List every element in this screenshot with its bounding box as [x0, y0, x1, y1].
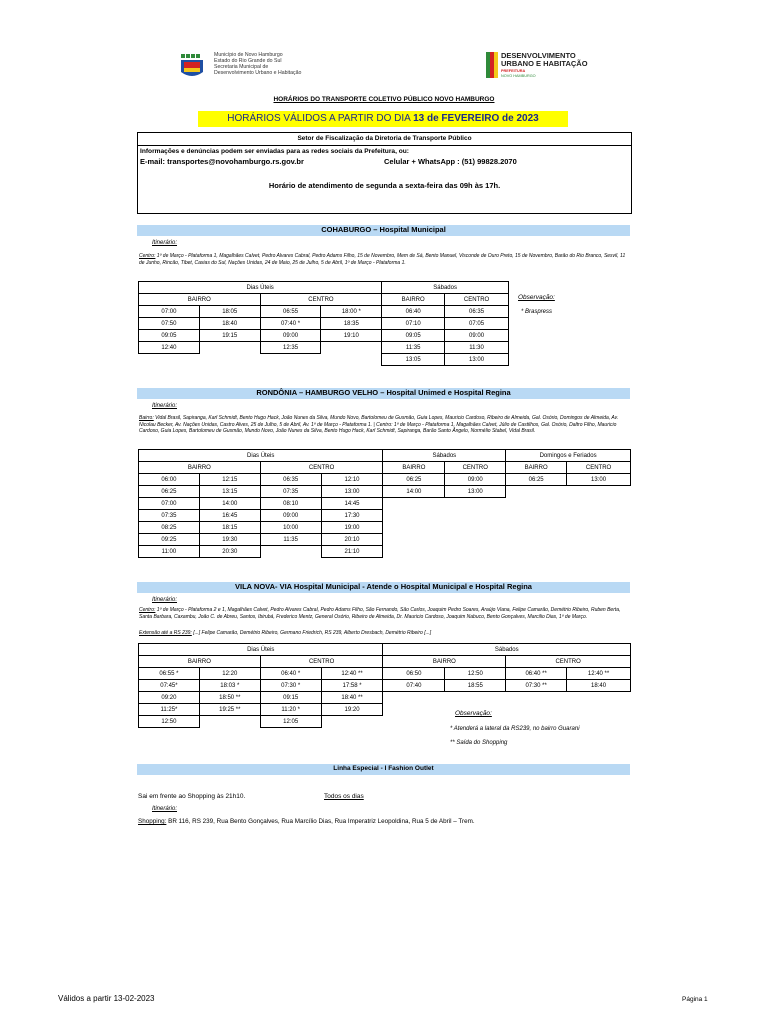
time-cell: 12:35: [260, 342, 321, 354]
banner-prefix: HORÁRIOS VÁLIDOS A PARTIR DO DIA: [227, 113, 414, 124]
time-cell: 07:35: [260, 486, 321, 498]
table-row: [139, 680, 631, 692]
header-centro: CENTRO: [260, 656, 383, 668]
time-cell: 18:40 **: [321, 692, 383, 704]
logo-stripes-icon: [486, 52, 498, 78]
time-cell: 18:50 **: [199, 692, 260, 704]
header-dias-uteis: Dias Úteis: [139, 450, 383, 462]
time-cell: 18:00 *: [321, 306, 382, 318]
time-cell: 11:25*: [139, 704, 200, 716]
header-centro: CENTRO: [445, 462, 506, 474]
empty-cell: [139, 354, 200, 366]
itinerary-label: Itinerário:: [152, 806, 178, 812]
header-sabados: Sábados: [383, 644, 631, 656]
logo-title-line: URBANO E HABITAÇÃO: [501, 59, 588, 68]
schedule-table-vila-nova: [138, 643, 631, 728]
itinerary-body: Vidal Brasil, Sapiranga, Karl Schmidt, Bento Hugo Hack, João Nunes da Silva, Mundo Novo, Bartolomeu de Gusmão, Guia Lopes, Mauricio Cardoso, Ribeiro de Almeida, Gal. Osório, Domingos de Almeida, Av. Nicolau Becker, Av. Nações Unidas, Castro Alves, 25 de Julho, 5 de Abril, Av. 1º de Março - Plataforma 1. | Centro: 1º de Março - Plataforma 1, Magalhães Calvet, Júlio de Castilhos, Gal. Osório, Daltro Filho, Mauricio Cardoso, Guia Lopes, Bartolomeu de Gusmão, Mundo Novo, João Nunes da Silva, Bento Hugo Hack, Karl Schmidt, Sapiranga, Barão Santo Ângelo, Normélio Stabel, Vidal Brasil.: [139, 415, 619, 434]
observation-label: Observação:: [518, 294, 555, 301]
empty-cell: [567, 522, 631, 534]
empty-cell: [567, 498, 631, 510]
logo-small-line: PREFEITURA: [501, 69, 526, 73]
time-cell: 11:35: [260, 534, 321, 546]
time-cell: 07:10: [382, 318, 445, 330]
time-cell: 06:55 *: [139, 668, 200, 680]
time-cell: 12:40: [139, 342, 200, 354]
itinerary-text: [139, 607, 630, 620]
table-row: [139, 330, 509, 342]
header-bairro: BAIRRO: [139, 656, 261, 668]
empty-cell: [567, 692, 631, 704]
logo-text-line: Desenvolvimento Urbano e Habitação: [214, 70, 302, 76]
table-row: [139, 668, 631, 680]
time-cell: 06:40 *: [260, 668, 321, 680]
time-cell: 09:00: [445, 474, 506, 486]
time-cell: 11:30: [445, 342, 509, 354]
itinerary-text: [138, 818, 475, 825]
empty-cell: [445, 534, 506, 546]
logo-title-line: DESENVOLVIMENTO: [501, 51, 576, 60]
observation-label: Observação:: [455, 710, 492, 717]
itinerary-prefix: Centro:: [139, 253, 156, 259]
empty-cell: [445, 546, 506, 558]
time-cell: 07:00: [139, 498, 200, 510]
itinerary-body: 1º de Março - Plataforma 2 e 1, Magalhães Calvet, Pedro Alvares Cabral, Pedro Adams Filho, São Fernando, São Carlos, Joaquim Pedro Soares, Araújo Viana, Felipe Camarão, Demétrio Ribeiro, Ruben Berta, Santa Barbara, Caxambu, João C. de Abreu, Santos, Ibirubá, Frederico Mentz, General Osório, Ribeiro de Almeida, Dr. Mauricio Cardoso, Joaquim Nabuco, Bento Gonçalves, Marcilio Dias, 1º de Março.: [139, 607, 621, 620]
itinerary-label: Itinerário:: [152, 403, 178, 409]
time-cell: 19:20: [321, 704, 383, 716]
header-centro: CENTRO: [506, 656, 631, 668]
time-cell: 06:35: [260, 474, 321, 486]
time-cell: 13:00: [445, 486, 506, 498]
contact-info: Informações e denúncias podem ser enviadas para as redes sociais da Prefeitura, ou:: [140, 148, 409, 155]
header-centro: CENTRO: [445, 294, 509, 306]
empty-cell: [567, 486, 631, 498]
time-cell: 17:30: [321, 510, 383, 522]
empty-cell: [383, 704, 445, 716]
itinerary-prefix: Shopping:: [138, 818, 167, 825]
empty-cell: [506, 522, 567, 534]
time-cell: 19:25 **: [199, 704, 260, 716]
time-cell: 06:55: [260, 306, 321, 318]
empty-cell: [506, 704, 567, 716]
time-cell: 17:58 *: [321, 680, 383, 692]
time-cell: 12:50: [445, 668, 506, 680]
empty-cell: [260, 354, 321, 366]
header-centro: CENTRO: [567, 462, 631, 474]
time-cell: 11:20 *: [260, 704, 321, 716]
empty-cell: [506, 498, 567, 510]
time-cell: 07:35: [139, 510, 200, 522]
header-centro: CENTRO: [260, 294, 382, 306]
extension-prefix: Extensão até a RS 239:: [139, 630, 192, 636]
time-cell: 07:00: [139, 306, 200, 318]
extension-body: [...] Felipe Camarão, Demétrio Ribeiro, Germano Friedrich, RS 239, Alberto Dresbach, Demétrio Ribeiro [...]: [191, 630, 432, 636]
empty-cell: [445, 522, 506, 534]
logo-text-line: Secretaria Municipal de: [214, 64, 269, 70]
time-cell: 14:00: [383, 486, 445, 498]
time-cell: 18:40: [567, 680, 631, 692]
time-cell: 07:30 *: [260, 680, 321, 692]
days-text: Todos os dias: [324, 793, 364, 800]
time-cell: 20:10: [321, 534, 383, 546]
table-row: [139, 342, 509, 354]
time-cell: 19:15: [199, 330, 260, 342]
footer-validity: Válidos a partir 13-02-2023: [58, 994, 155, 1003]
empty-cell: [445, 692, 506, 704]
time-cell: 19:00: [321, 522, 383, 534]
document-title: HORÁRIOS DO TRANSPORTE COLETIVO PÚBLICO NOVO HAMBURGO: [273, 96, 495, 103]
observation-note: * Atenderá a lateral da RS239, no bairro Guarani: [450, 726, 580, 732]
time-cell: 12:10: [321, 474, 383, 486]
empty-cell: [199, 342, 260, 354]
empty-cell: [383, 716, 445, 728]
route-title-fashion-outlet: Linha Especial - I Fashion Outlet: [137, 764, 630, 775]
time-cell: 08:10: [260, 498, 321, 510]
time-cell: 07:30 **: [506, 680, 567, 692]
itinerary-prefix: Centro:: [139, 607, 156, 613]
route-title-cohaburgo: COHABURGO – Hospital Municipal: [137, 225, 630, 236]
empty-cell: [445, 510, 506, 522]
time-cell: 18:55: [445, 680, 506, 692]
right-logo: [486, 52, 606, 80]
time-cell: 07:45*: [139, 680, 200, 692]
table-row: [139, 510, 631, 522]
empty-cell: [383, 534, 445, 546]
time-cell: 07:05: [445, 318, 509, 330]
time-cell: 12:40 **: [567, 668, 631, 680]
header-bairro: BAIRRO: [383, 656, 506, 668]
itinerary-label: Itinerário:: [152, 597, 178, 603]
time-cell: 13:00: [445, 354, 509, 366]
observation-note: ** Saída do Shopping: [450, 740, 508, 746]
time-cell: 09:15: [260, 692, 321, 704]
time-cell: 06:00: [139, 474, 200, 486]
time-cell: 18:03 *: [199, 680, 260, 692]
time-cell: 06:25: [139, 486, 200, 498]
contact-box: [137, 132, 632, 214]
departure-text: Sai em frente ao Shopping às 21h10.: [138, 793, 246, 800]
table-row: [139, 522, 631, 534]
contact-header: Setor de Fiscalização da Diretoria de Transporte Público: [138, 133, 631, 146]
header-centro: CENTRO: [260, 462, 383, 474]
time-cell: 12:15: [199, 474, 260, 486]
itinerary-body: BR 116, RS 239, Rua Bento Gonçalves, Rua Marcílio Dias, Rua Imperatriz Leopoldina, Rua 5 de Abril – Trem.: [166, 818, 475, 825]
logo-text-line: Estado do Rio Grande do Sul: [214, 58, 282, 64]
empty-cell: [321, 716, 383, 728]
header-bairro: BAIRRO: [382, 294, 445, 306]
time-cell: 08:25: [139, 522, 200, 534]
time-cell: 09:25: [139, 534, 200, 546]
itinerary-body: 1º de Março - Plataforma 1, Magalhães Calvet, Pedro Alvares Cabral, Pedro Adams Filho, 15 de Novembro, Mem de Sá, Bento Manuel, Visconde de Ouro Preto, 15 de Novembro, Barão do Rio Branco, Sesvil, 11 de Junho, Rincão, Tibet, Caxias do Sul, Nações Unidas, 24 de Maio, 25 de Julho, 5 de Abril, 1º de Março - Plataforma 1.: [139, 253, 626, 266]
time-cell: 06:40 **: [506, 668, 567, 680]
empty-cell: [567, 546, 631, 558]
itinerary-text: [139, 253, 630, 266]
time-cell: 09:00: [260, 510, 321, 522]
time-cell: 06:25: [506, 474, 567, 486]
logo-small-line: NOVO HAMBURGO: [501, 73, 536, 78]
city-crest-icon: [178, 52, 208, 80]
left-logo: [178, 52, 318, 82]
empty-cell: [383, 522, 445, 534]
time-cell: 21:10: [321, 546, 383, 558]
header-sabados: Sábados: [383, 450, 506, 462]
time-cell: 09:20: [139, 692, 200, 704]
time-cell: 06:25: [383, 474, 445, 486]
time-cell: 06:40: [382, 306, 445, 318]
header-bairro: BAIRRO: [383, 462, 445, 474]
time-cell: 14:00: [199, 498, 260, 510]
itinerary-text: [139, 415, 630, 435]
time-cell: 12:40 **: [321, 668, 383, 680]
empty-cell: [506, 546, 567, 558]
time-cell: 11:00: [139, 546, 200, 558]
time-cell: 18:15: [199, 522, 260, 534]
table-row: [139, 318, 509, 330]
empty-cell: [506, 692, 567, 704]
table-row: [139, 498, 631, 510]
empty-cell: [567, 510, 631, 522]
itinerary-prefix: Bairro:: [139, 415, 154, 421]
time-cell: 12:05: [260, 716, 321, 728]
table-row: [139, 306, 509, 318]
time-cell: 20:30: [199, 546, 260, 558]
time-cell: 09:05: [382, 330, 445, 342]
time-cell: 16:45: [199, 510, 260, 522]
time-cell: 07:50: [139, 318, 200, 330]
table-row: [139, 534, 631, 546]
schedule-table-cohaburgo: [138, 281, 509, 366]
time-cell: 09:05: [139, 330, 200, 342]
time-cell: 18:35: [321, 318, 382, 330]
empty-cell: [383, 510, 445, 522]
header-dias-uteis: Dias Úteis: [139, 282, 382, 294]
empty-cell: [506, 534, 567, 546]
empty-cell: [383, 498, 445, 510]
empty-cell: [567, 704, 631, 716]
empty-cell: [260, 546, 321, 558]
empty-cell: [445, 498, 506, 510]
contact-hours: Horário de atendimento de segunda a sexta-feira das 09h às 17h.: [268, 181, 501, 190]
header-bairro: BAIRRO: [139, 462, 261, 474]
page-number: Página 1: [682, 996, 708, 1003]
time-cell: 10:00: [260, 522, 321, 534]
validity-banner: [198, 111, 568, 127]
table-row: [139, 354, 509, 366]
header-bairro: BAIRRO: [139, 294, 261, 306]
table-row: [139, 474, 631, 486]
banner-date: 13 de FEVEREIRO de 2023: [413, 113, 539, 124]
header-domingos: Domingos e Feriados: [506, 450, 631, 462]
route-title-rondonia: RONDÔNIA – HAMBURGO VELHO – Hospital Unimed e Hospital Regina: [137, 388, 630, 399]
table-row: [139, 692, 631, 704]
time-cell: 09:00: [445, 330, 509, 342]
empty-cell: [383, 692, 445, 704]
table-row: [139, 546, 631, 558]
header-dias-uteis: Dias Úteis: [139, 644, 383, 656]
empty-cell: [383, 546, 445, 558]
header-sabados: Sábados: [382, 282, 509, 294]
route-title-vila-nova: VILA NOVA- VIA Hospital Municipal - Atende o Hospital Municipal e Hospital Regina: [137, 582, 630, 593]
empty-cell: [567, 534, 631, 546]
schedule-table-rondonia: [138, 449, 631, 558]
time-cell: 18:05: [199, 306, 260, 318]
observation-note: * Braspress: [521, 309, 553, 315]
logo-text-line: Município de Novo Hamburgo: [214, 52, 283, 58]
time-cell: 19:30: [199, 534, 260, 546]
time-cell: 14:45: [321, 498, 383, 510]
time-cell: 06:50: [383, 668, 445, 680]
time-cell: 07:40: [383, 680, 445, 692]
empty-cell: [199, 354, 260, 366]
empty-cell: [321, 354, 382, 366]
table-row: [139, 486, 631, 498]
time-cell: 19:10: [321, 330, 382, 342]
time-cell: 13:15: [199, 486, 260, 498]
contact-phone: Celular + WhatsApp : (51) 99828.2070: [384, 157, 517, 166]
empty-cell: [506, 486, 567, 498]
time-cell: 06:35: [445, 306, 509, 318]
time-cell: 12:20: [199, 668, 260, 680]
empty-cell: [506, 510, 567, 522]
time-cell: 11:35: [382, 342, 445, 354]
empty-cell: [199, 716, 260, 728]
time-cell: 12:50: [139, 716, 200, 728]
time-cell: 18:40: [199, 318, 260, 330]
empty-cell: [321, 342, 382, 354]
header-bairro: BAIRRO: [506, 462, 567, 474]
itinerary-label: Itinerário:: [152, 240, 178, 246]
contact-email: E-mail: transportes@novohamburgo.rs.gov.br: [140, 157, 304, 166]
extension-text: [139, 630, 630, 637]
time-cell: 13:00: [321, 486, 383, 498]
time-cell: 09:00: [260, 330, 321, 342]
time-cell: 07:40 *: [260, 318, 321, 330]
table-row: [139, 704, 631, 716]
time-cell: 13:00: [567, 474, 631, 486]
time-cell: 13:05: [382, 354, 445, 366]
